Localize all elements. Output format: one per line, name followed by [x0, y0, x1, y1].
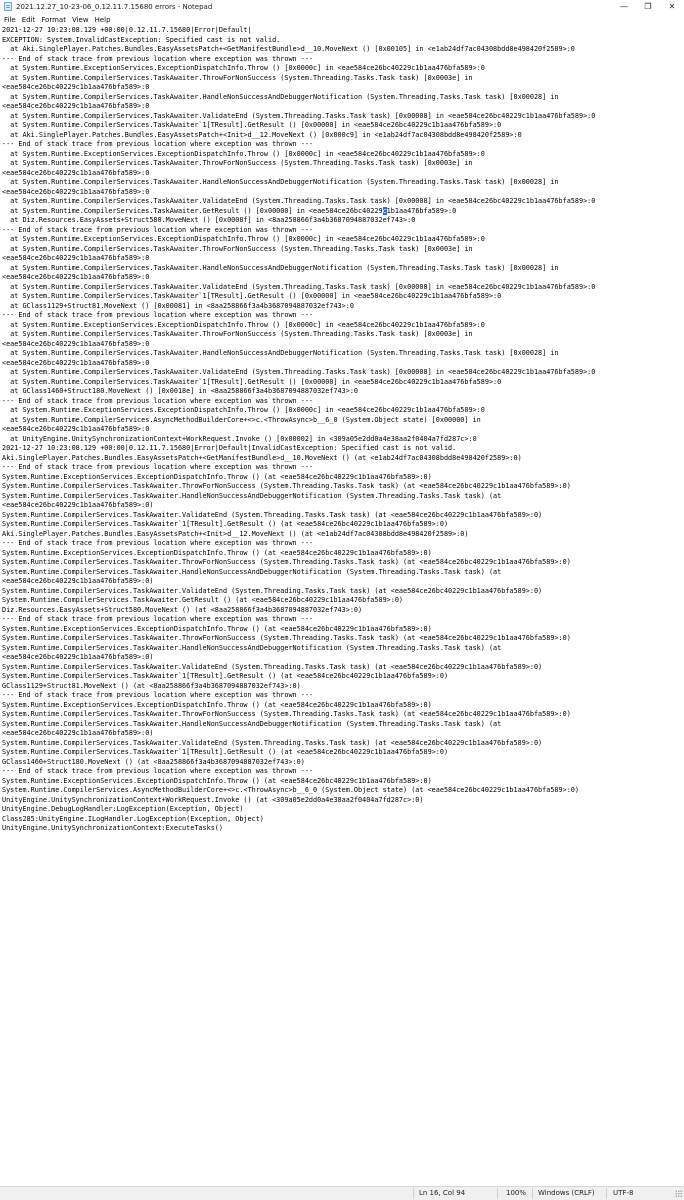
text-line: <eae584ce26bc40229c1b1aa476bfa589>:0	[2, 102, 150, 110]
text-line: at System.Runtime.CompilerServices.TaskAwaiter.HandleNonSuccessAndDebuggerNotification (System.Threading.Tasks.Task task) [0x00028] in	[2, 178, 559, 186]
resize-grip-icon[interactable]	[675, 1190, 682, 1197]
text-line: Diz.Resources.EasyAssets+Struct580.MoveNext () (at <8aa258866f3a4b3687094887032ef743>:0)	[2, 605, 363, 614]
zoom-level: 100%	[506, 1189, 527, 1197]
text-line: Class285:UnityEngine.ILogHandler.LogException(Exception, Object)	[2, 814, 264, 823]
text-line: <eae584ce26bc40229c1b1aa476bfa589>:0	[2, 254, 150, 262]
text-line: System.Runtime.CompilerServices.TaskAwaiter.ValidateEnd (System.Threading.Tasks.Task task) (at <eae584ce26bc40229c1b1aa476bfa589>:0)	[2, 510, 543, 519]
text-line: <eae584ce26bc40229c1b1aa476bfa589>:0	[2, 273, 150, 281]
maximize-button[interactable]: ❐	[644, 2, 652, 11]
text-line: at System.Runtime.CompilerServices.TaskAwaiter.GetResult () [0x00000] in <eae584ce26bc40229c1b1aa476bfa589>:0	[2, 206, 457, 215]
line-ending: Windows (CRLF)	[538, 1189, 595, 1197]
text-line: System.Runtime.CompilerServices.TaskAwaiter.ValidateEnd (System.Threading.Tasks.Task task) (at <eae584ce26bc40229c1b1aa476bfa589>:0)	[2, 738, 543, 747]
text-line: at Aki.SinglePlayer.Patches.Bundles.EasyAssetsPatch+<Init>d__12.MoveNext () [0x000c9] in <e1ab24df7ac04308bdd8e498420f2589>:0	[2, 130, 522, 139]
text-line: --- End of stack trace from previous location where exception was thrown ---	[2, 539, 313, 547]
text-line: UnityEngine.DebugLogHandler:LogException(Exception, Object)	[2, 805, 244, 813]
text-line: System.Runtime.CompilerServices.TaskAwaiter.HandleNonSuccessAndDebuggerNotification (System.Threading.Tasks.Task task) (at	[2, 719, 502, 728]
text-line: at System.Runtime.CompilerServices.TaskAwaiter`1[TResult].GetResult () [0x00000] in <eae584ce26bc40229c1b1aa476bfa589>:0	[2, 377, 502, 386]
text-line: System.Runtime.CompilerServices.TaskAwaiter.GetResult () (at <eae584ce26bc40229c1b1aa476bfa589>:0)	[2, 596, 404, 604]
text-line: at System.Runtime.ExceptionServices.ExceptionDispatchInfo.Throw () [0x0000c] in <eae584ce26bc40229c1b1aa476bfa589>:0	[2, 406, 485, 414]
text-line: --- End of stack trace from previous location where exception was thrown ---	[2, 463, 313, 471]
text-line: System.Runtime.CompilerServices.AsyncMethodBuilderCore+<>c.<ThrowAsync>b__6_0 (System.Object state) (at <eae584ce26bc40229c1b1aa476bfa589>:0)	[2, 786, 579, 794]
text-line: System.Runtime.ExceptionServices.ExceptionDispatchInfo.Throw () (at <eae584ce26bc40229c1b1aa476bfa589>:0)	[2, 548, 432, 557]
text-line: System.Runtime.CompilerServices.TaskAwaiter.ThrowForNonSuccess (System.Threading.Tasks.Task task) (at <eae584ce26bc40229c1b1aa476bfa589>:0)	[2, 558, 571, 566]
text-line: at System.Runtime.CompilerServices.TaskAwaiter.ThrowForNonSuccess (System.Threading.Tasks.Task task) [0x0003e] in	[2, 73, 473, 82]
text-line: Aki.SinglePlayer.Patches.Bundles.EasyAssetsPatch+<Init>d__12.MoveNext () (at <e1ab24df7ac04308bdd8e498420f2589>:0)	[2, 529, 469, 538]
text-line: at System.Runtime.CompilerServices.TaskAwaiter.ThrowForNonSuccess (System.Threading.Tasks.Task task) [0x0003e] in	[2, 244, 473, 253]
close-button[interactable]: ✕	[668, 2, 676, 11]
text-line: <eae584ce26bc40229c1b1aa476bfa589>:0	[2, 83, 150, 91]
menu-format[interactable]: Format	[41, 16, 66, 24]
menu-file[interactable]: File	[4, 16, 16, 24]
encoding: UTF-8	[613, 1189, 634, 1197]
text-line: System.Runtime.CompilerServices.TaskAwaiter`1[TResult].GetResult () (at <eae584ce26bc40229c1b1aa476bfa589>:0)	[2, 672, 449, 680]
text-line: --- End of stack trace from previous location where exception was thrown ---	[2, 615, 313, 623]
text-line: 2021-12-27 10:23:08.129 +00:00|0.12.11.7.15680|Error|Default|InvalidCastException: Specified cast is not valid.	[2, 444, 457, 452]
text-line: <eae584ce26bc40229c1b1aa476bfa589>:0	[2, 358, 150, 367]
text-line: System.Runtime.CompilerServices.TaskAwaiter.HandleNonSuccessAndDebuggerNotification (System.Threading.Tasks.Task task) (at	[2, 643, 502, 652]
text-line: at System.Runtime.CompilerServices.TaskAwaiter.HandleNonSuccessAndDebuggerNotification (System.Threading.Tasks.Task task) [0x00028] in	[2, 349, 559, 357]
text-line: <eae584ce26bc40229c1b1aa476bfa589>:0	[2, 168, 150, 177]
text-line: System.Runtime.CompilerServices.TaskAwaiter.ThrowForNonSuccess (System.Threading.Tasks.Task task) (at <eae584ce26bc40229c1b1aa476bfa589>:0)	[2, 710, 571, 718]
text-line: System.Runtime.CompilerServices.TaskAwaiter.ValidateEnd (System.Threading.Tasks.Task task) (at <eae584ce26bc40229c1b1aa476bfa589>:0)	[2, 586, 543, 595]
text-line: --- End of stack trace from previous location where exception was thrown ---	[2, 311, 313, 319]
text-line: System.Runtime.ExceptionServices.ExceptionDispatchInfo.Throw () (at <eae584ce26bc40229c1b1aa476bfa589>:0)	[2, 472, 432, 481]
text-line: at Diz.Resources.EasyAssets+Struct580.MoveNext () [0x0008f] in <8aa258866f3a4b3687094887032ef743>:0	[2, 216, 416, 224]
text-line: --- End of stack trace from previous location where exception was thrown ---	[2, 396, 313, 405]
text-line: --- End of stack trace from previous location where exception was thrown ---	[2, 225, 313, 234]
text-line: --- End of stack trace from previous location where exception was thrown ---	[2, 140, 313, 148]
text-selection: c	[382, 206, 387, 215]
text-line: GClass1460+Struct180.MoveNext () (at <8aa258866f3a4b3687094887032ef743>:0)	[2, 757, 305, 766]
text-line: at GClass1460+Struct180.MoveNext () [0x0018e] in <8aa258866f3a4b3687094887032ef743>:0	[2, 387, 359, 395]
text-line: System.Runtime.CompilerServices.TaskAwaiter.HandleNonSuccessAndDebuggerNotification (System.Threading.Tasks.Task task) (at	[2, 567, 502, 576]
status-divider	[532, 1188, 533, 1199]
window-title: 2021.12.27_10-23-06_0.12.11.7.15680 errors - Notepad	[16, 2, 213, 11]
text-line: System.Runtime.CompilerServices.TaskAwaiter.HandleNonSuccessAndDebuggerNotification (System.Threading.Tasks.Task task) (at	[2, 491, 502, 500]
text-line: System.Runtime.CompilerServices.TaskAwaiter`1[TResult].GetResult () (at <eae584ce26bc40229c1b1aa476bfa589>:0)	[2, 748, 449, 756]
text-line: --- End of stack trace from previous location where exception was thrown ---	[2, 691, 313, 699]
text-line: EXCEPTION: System.InvalidCastException: Specified cast is not valid.	[2, 35, 281, 44]
text-line: at System.Runtime.CompilerServices.TaskAwaiter`1[TResult].GetResult () [0x00000] in <eae584ce26bc40229c1b1aa476bfa589>:0	[2, 292, 502, 300]
text-line: UnityEngine.UnitySynchronizationContext:ExecuteTasks()	[2, 824, 223, 832]
text-line: at System.Runtime.CompilerServices.TaskAwaiter`1[TResult].GetResult () [0x00000] in <eae584ce26bc40229c1b1aa476bfa589>:0	[2, 121, 502, 129]
text-editor[interactable]	[0, 26, 684, 1186]
text-line: at System.Runtime.ExceptionServices.ExceptionDispatchInfo.Throw () [0x0000c] in <eae584ce26bc40229c1b1aa476bfa589>:0	[2, 149, 485, 158]
text-line: Aki.SinglePlayer.Patches.Bundles.EasyAssetsPatch+<GetManifestBundle>d__10.MoveNext () (at <e1ab24df7ac04308bdd8e498420f2589>:0)	[2, 453, 522, 462]
menu-bar	[0, 14, 684, 26]
text-line: <eae584ce26bc40229c1b1aa476bfa589>:0	[2, 339, 150, 348]
cursor-position: Ln 16, Col 94	[419, 1189, 466, 1197]
text-line: <eae584ce26bc40229c1b1aa476bfa589>:0	[2, 187, 150, 196]
window-controls	[612, 0, 684, 13]
menu-edit[interactable]: Edit	[21, 16, 36, 24]
text-line: at System.Runtime.CompilerServices.TaskAwaiter.HandleNonSuccessAndDebuggerNotification (System.Threading.Tasks.Task task) [0x00028] in	[2, 263, 559, 272]
text-line: at System.Runtime.ExceptionServices.ExceptionDispatchInfo.Throw () [0x0000c] in <eae584ce26bc40229c1b1aa476bfa589>:0	[2, 64, 485, 72]
text-line: --- End of stack trace from previous location where exception was thrown ---	[2, 767, 313, 775]
text-line: System.Runtime.ExceptionServices.ExceptionDispatchInfo.Throw () (at <eae584ce26bc40229c1b1aa476bfa589>:0)	[2, 624, 432, 633]
text-line: System.Runtime.ExceptionServices.ExceptionDispatchInfo.Throw () (at <eae584ce26bc40229c1b1aa476bfa589>:0)	[2, 700, 432, 709]
text-line: 2021-12-27 10:23:08.129 +00:00|0.12.11.7.15680|Error|Default|	[2, 26, 252, 34]
text-line: at System.Runtime.CompilerServices.TaskAwaiter.ValidateEnd (System.Threading.Tasks.Task task) [0x00008] in <eae584ce26bc40229c1b1aa476bfa589>:0	[2, 282, 596, 291]
text-line: <eae584ce26bc40229c1b1aa476bfa589>:0	[2, 425, 150, 433]
text-line: at Aki.SinglePlayer.Patches.Bundles.EasyAssetsPatch+<GetManifestBundle>d__10.MoveNext () [0x00105] in <e1ab24df7ac04308bdd8e498420f2589>:0	[2, 45, 575, 53]
text-line: at GClass1129+Struct81.MoveNext () [0x00081] in <8aa258866f3a4b3687094887032ef743>:0	[2, 301, 354, 310]
text-line: <eae584ce26bc40229c1b1aa476bfa589>:0)	[2, 501, 154, 509]
notepad-icon	[4, 2, 12, 11]
text-line: System.Runtime.CompilerServices.TaskAwaiter.ThrowForNonSuccess (System.Threading.Tasks.Task task) (at <eae584ce26bc40229c1b1aa476bfa589>:0)	[2, 482, 571, 490]
menu-help[interactable]: Help	[94, 16, 111, 24]
text-line: System.Runtime.ExceptionServices.ExceptionDispatchInfo.Throw () (at <eae584ce26bc40229c1b1aa476bfa589>:0)	[2, 776, 432, 785]
text-line: at System.Runtime.ExceptionServices.ExceptionDispatchInfo.Throw () [0x0000c] in <eae584ce26bc40229c1b1aa476bfa589>:0	[2, 235, 485, 243]
text-line: --- End of stack trace from previous location where exception was thrown ---	[2, 54, 313, 63]
status-divider	[413, 1188, 414, 1199]
text-line: <eae584ce26bc40229c1b1aa476bfa589>:0)	[2, 577, 154, 585]
text-line: at System.Runtime.CompilerServices.TaskAwaiter.ThrowForNonSuccess (System.Threading.Tasks.Task task) [0x0003e] in	[2, 159, 473, 167]
menu-view[interactable]: View	[71, 16, 89, 24]
text-line: at System.Runtime.CompilerServices.AsyncMethodBuilderCore+<>c.<ThrowAsync>b__6_0 (System.Object state) [0x00000] in	[2, 415, 481, 424]
text-line: UnityEngine.UnitySynchronizationContext+WorkRequest.Invoke () (at <309a05e2dd0a4e38aa2f0404a7fd287c>:0)	[2, 795, 424, 804]
text-line: System.Runtime.CompilerServices.TaskAwaiter`1[TResult].GetResult () (at <eae584ce26bc40229c1b1aa476bfa589>:0)	[2, 520, 449, 528]
status-bar	[0, 1186, 684, 1200]
text-line: at UnityEngine.UnitySynchronizationContext+WorkRequest.Invoke () [0x00002] in <309a05e2dd0a4e38aa2f0404a7fd287c>:0	[2, 434, 477, 443]
status-divider	[606, 1188, 607, 1199]
text-line: at System.Runtime.CompilerServices.TaskAwaiter.ValidateEnd (System.Threading.Tasks.Task task) [0x00008] in <eae584ce26bc40229c1b1aa476bfa589>:0	[2, 368, 596, 376]
text-line: System.Runtime.CompilerServices.TaskAwaiter.ValidateEnd (System.Threading.Tasks.Task task) (at <eae584ce26bc40229c1b1aa476bfa589>:0)	[2, 662, 543, 671]
text-line: at System.Runtime.CompilerServices.TaskAwaiter.HandleNonSuccessAndDebuggerNotification (System.Threading.Tasks.Task task) [0x00028] in	[2, 92, 559, 101]
minimize-button[interactable]: —	[620, 2, 628, 11]
text-line: at System.Runtime.CompilerServices.TaskAwaiter.ThrowForNonSuccess (System.Threading.Tasks.Task task) [0x0003e] in	[2, 330, 473, 338]
text-line: at System.Runtime.CompilerServices.TaskAwaiter.ValidateEnd (System.Threading.Tasks.Task task) [0x00008] in <eae584ce26bc40229c1b1aa476bfa589>:0	[2, 197, 596, 205]
text-line: at System.Runtime.ExceptionServices.ExceptionDispatchInfo.Throw () [0x0000c] in <eae584ce26bc40229c1b1aa476bfa589>:0	[2, 320, 485, 329]
text-line: System.Runtime.CompilerServices.TaskAwaiter.ThrowForNonSuccess (System.Threading.Tasks.Task task) (at <eae584ce26bc40229c1b1aa476bfa589>:0)	[2, 634, 571, 642]
text-line: <eae584ce26bc40229c1b1aa476bfa589>:0)	[2, 729, 154, 737]
text-line: GClass1129+Struct81.MoveNext () (at <8aa258866f3a4b3687094887032ef743>:0)	[2, 681, 301, 690]
status-divider	[497, 1188, 498, 1199]
text-line: at System.Runtime.CompilerServices.TaskAwaiter.ValidateEnd (System.Threading.Tasks.Task task) [0x00008] in <eae584ce26bc40229c1b1aa476bfa589>:0	[2, 111, 596, 120]
title-bar[interactable]	[0, 0, 684, 13]
text-line: <eae584ce26bc40229c1b1aa476bfa589>:0)	[2, 653, 154, 661]
